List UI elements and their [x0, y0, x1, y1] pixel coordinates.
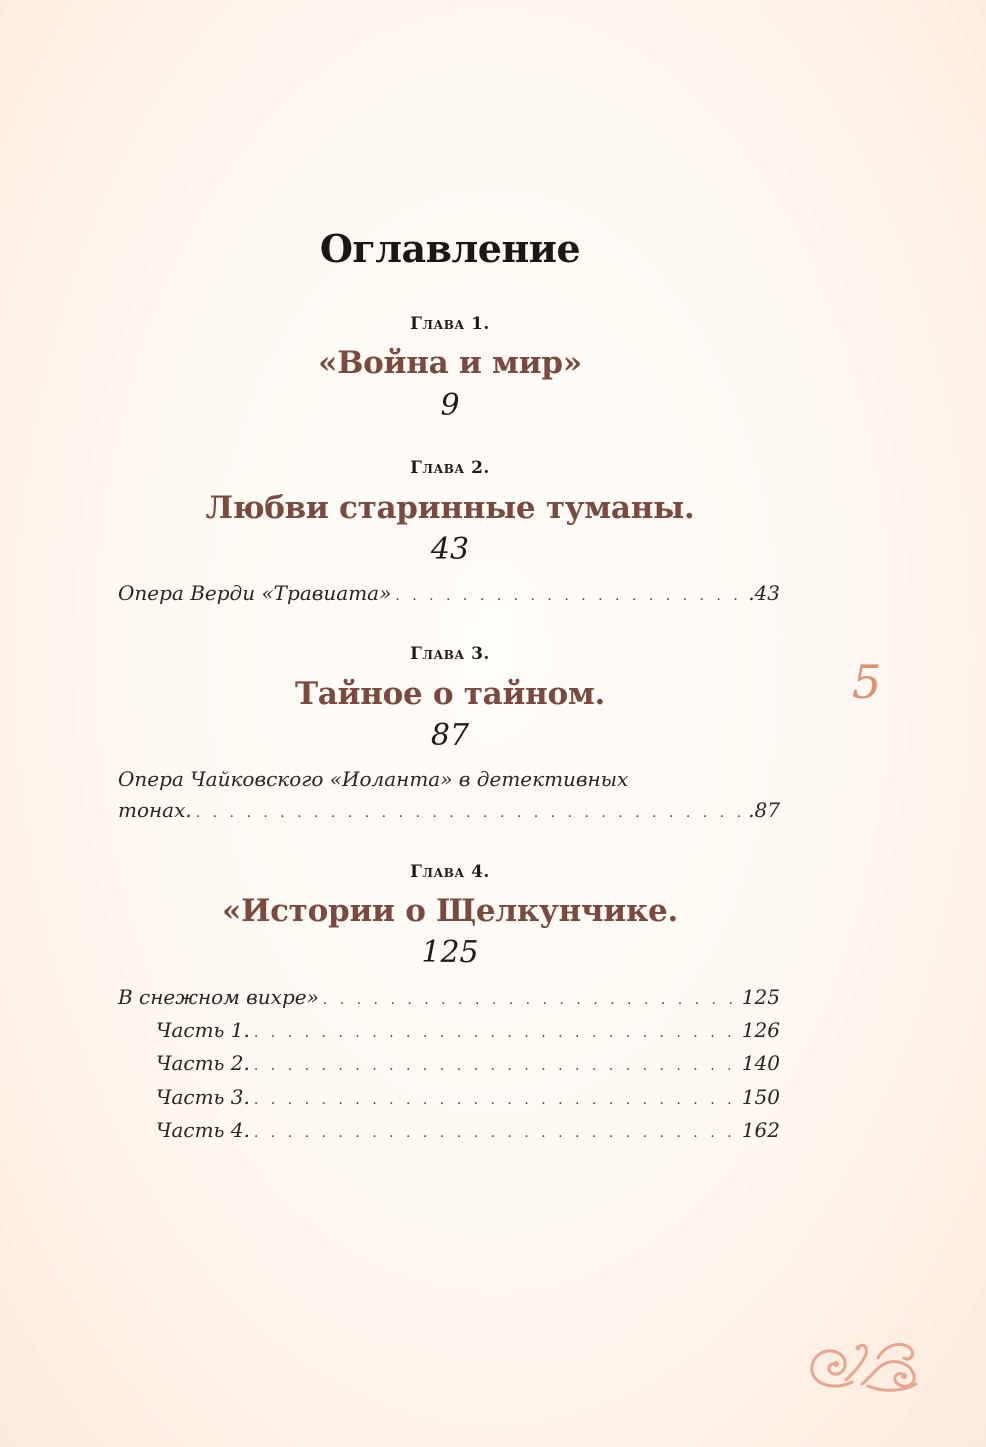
toc-subentry[interactable] — [156, 1018, 780, 1042]
dot-leader — [254, 1058, 738, 1074]
chapter-3-title[interactable]: Тайное о тайном. — [294, 676, 606, 712]
toc-entry-page: 140 — [741, 1051, 780, 1075]
chapter-1-page: 9 — [440, 388, 460, 423]
toc-entry-text-line1[interactable]: Опера Чайковского «Иоланта» в детективных — [118, 767, 629, 791]
dot-leader — [196, 805, 744, 821]
dot-leader — [323, 992, 738, 1008]
toc-subentry[interactable] — [156, 1051, 780, 1075]
toc-entry-text: Часть 4. — [156, 1118, 250, 1142]
dot-leader — [254, 1025, 738, 1041]
toc-entry-page: 125 — [741, 985, 780, 1009]
toc-entry-page: .87 — [748, 798, 780, 822]
toc-entry-page: 150 — [741, 1085, 780, 1109]
toc-entry-page: .43 — [748, 581, 780, 605]
chapter-2-page: 43 — [430, 532, 470, 567]
toc-entry-page: 162 — [741, 1118, 780, 1142]
toc-entry-text: Часть 3. — [156, 1085, 250, 1109]
toc-entry-text: Часть 2. — [156, 1051, 250, 1075]
chapter-4-page: 125 — [421, 935, 479, 970]
toc-entry-text: Часть 1. — [156, 1018, 250, 1042]
dot-leader — [254, 1125, 738, 1141]
toc-entry-text: В снежном вихре» — [118, 985, 319, 1009]
chapter-2-label: Глава 2. — [410, 458, 490, 478]
toc-entry-text: тонах. — [118, 798, 192, 822]
dot-leader — [395, 588, 744, 604]
toc-entry[interactable] — [118, 985, 780, 1009]
toc-subentry[interactable] — [156, 1085, 780, 1109]
toc-entry[interactable] — [118, 798, 780, 822]
toc-entry[interactable] — [118, 581, 780, 605]
dot-leader — [254, 1092, 738, 1108]
chapter-2-title[interactable]: Любви старинные туманы. — [205, 490, 695, 526]
chapter-3-page: 87 — [430, 718, 470, 753]
chapter-4-title[interactable]: «Истории о Щелкунчике. — [222, 893, 678, 929]
toc-entry-page: 126 — [741, 1018, 780, 1042]
chapter-1-label: Глава 1. — [410, 314, 490, 334]
chapter-3-label: Глава 3. — [410, 644, 490, 664]
flourish-ornament-icon — [806, 1334, 922, 1394]
chapter-1-title[interactable]: «Война и мир» — [318, 345, 582, 381]
chapter-4-label: Глава 4. — [410, 862, 490, 882]
page-number: 5 — [852, 655, 882, 709]
page-title: Оглавление — [319, 226, 581, 271]
toc-entry-text: Опера Верди «Травиата» — [118, 581, 392, 605]
toc-subentry[interactable] — [156, 1118, 780, 1142]
